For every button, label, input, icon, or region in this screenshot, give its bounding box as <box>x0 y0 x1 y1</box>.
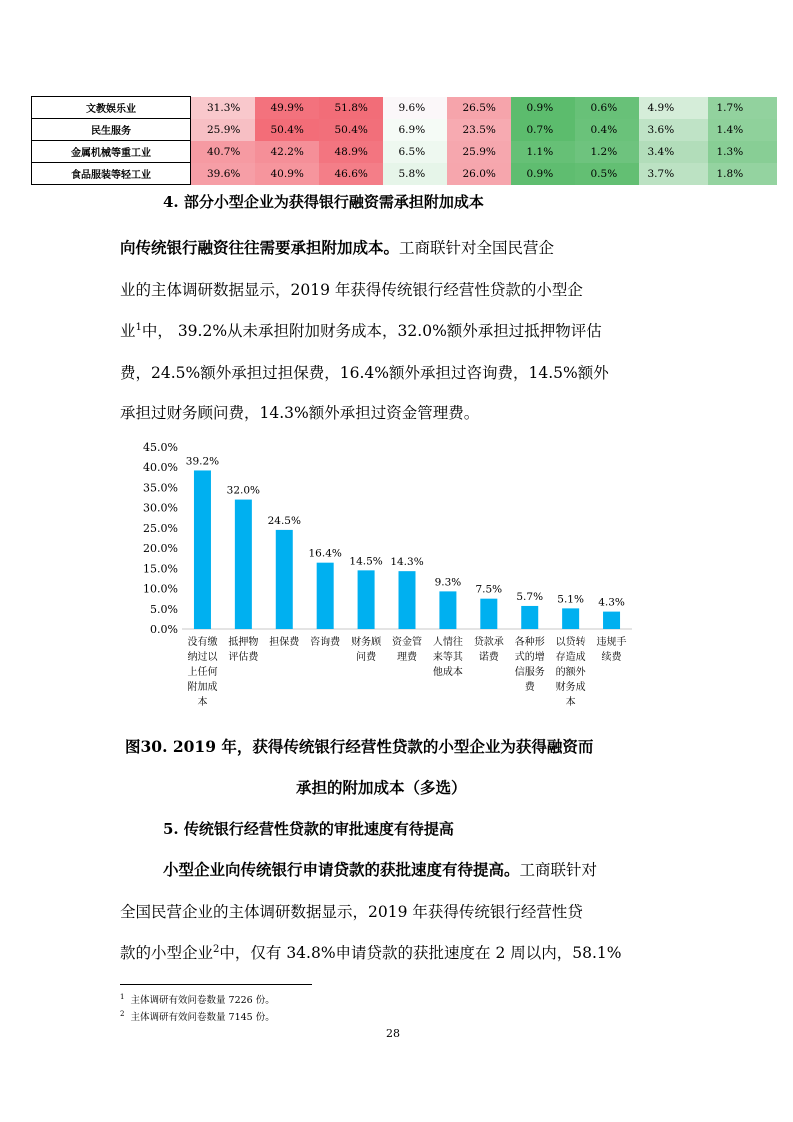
x-tick-label: 存造成 <box>555 652 586 663</box>
table-cell: 46.6% <box>319 163 383 185</box>
footnote-ref: 2 <box>213 943 220 955</box>
data-label: 14.3% <box>390 556 424 569</box>
x-tick-label: 的额外 <box>555 667 586 678</box>
bar <box>521 606 538 629</box>
x-tick-label: 来等其 <box>432 652 463 663</box>
paragraph-line <box>120 236 554 258</box>
footnote <box>120 992 275 1006</box>
bar <box>562 608 579 629</box>
bar <box>317 563 334 629</box>
section-4-heading: 4. 部分小型企业为获得银行融资需承担附加成本 <box>163 193 484 211</box>
figure-caption-line2: 承担的附加成本（多选） <box>296 778 467 797</box>
table-cell: 3.6% <box>639 119 708 141</box>
x-tick-label: 抵押物 <box>228 637 259 648</box>
table-cell: 6.9% <box>383 119 447 141</box>
footnote-ref: 1 <box>135 321 142 333</box>
table-cell: 0.6% <box>575 97 639 119</box>
x-tick-label: 信服务 <box>514 667 545 678</box>
x-tick-label: 以贷转 <box>555 637 586 648</box>
row-label: 食品服装等轻工业 <box>32 163 191 185</box>
y-tick-label: 30.0% <box>143 501 178 515</box>
y-tick-label: 45.0% <box>143 441 178 454</box>
x-tick-label: 咨询费 <box>310 637 341 648</box>
table-cell: 1.7% <box>708 97 777 119</box>
x-tick-label: 他成本 <box>432 667 463 678</box>
data-label: 4.3% <box>598 596 625 609</box>
data-label: 32.0% <box>226 484 261 497</box>
x-tick-label: 财务成 <box>555 682 586 693</box>
x-tick-label: 没有缴 <box>187 637 218 648</box>
table-cell: 0.9% <box>511 163 575 185</box>
text-run: 工商联针对全国民营企 <box>399 239 555 257</box>
heat-table <box>31 96 777 185</box>
bar <box>399 571 416 629</box>
table-cell: 25.9% <box>191 119 255 141</box>
bar <box>194 470 211 629</box>
y-tick-label: 5.0% <box>150 602 178 616</box>
paragraph-line: 费，24.5%额外承担过担保费，16.4%额外承担过咨询费，14.5%额外 <box>120 364 609 382</box>
table-cell: 51.8% <box>319 97 383 119</box>
x-tick-label: 式的增 <box>514 652 545 663</box>
table-cell: 42.2% <box>255 141 319 163</box>
table-cell: 50.4% <box>319 119 383 141</box>
data-label: 9.3% <box>434 576 462 589</box>
x-tick-label: 附加成 <box>187 682 218 693</box>
table-cell: 0.4% <box>575 119 639 141</box>
x-tick-label: 担保费 <box>269 637 300 648</box>
table-cell: 0.5% <box>575 163 639 185</box>
data-label: 14.5% <box>349 555 383 568</box>
data-label: 16.4% <box>308 547 342 560</box>
table-cell: 50.4% <box>255 119 319 141</box>
footnote-mark: 1 <box>120 992 125 1001</box>
table-cell: 1.4% <box>708 119 777 141</box>
y-tick-label: 25.0% <box>143 521 178 535</box>
x-tick-label: 问费 <box>356 652 377 663</box>
table-cell: 0.9% <box>511 97 575 119</box>
x-tick-label: 本 <box>197 697 208 708</box>
x-tick-label: 财务顾 <box>351 637 382 648</box>
y-tick-label: 20.0% <box>143 542 178 556</box>
x-tick-label: 续费 <box>601 652 622 663</box>
y-tick-label: 40.0% <box>143 461 178 475</box>
bar <box>358 570 375 629</box>
paragraph-line: 全国民营企业的主体调研数据显示，2019 年获得传统银行经营性贷 <box>120 903 583 921</box>
text-run: 工商联针对 <box>519 861 598 879</box>
table-cell: 39.6% <box>191 163 255 185</box>
x-tick-label: 人情往 <box>432 637 463 648</box>
x-tick-label: 违规手 <box>596 637 627 648</box>
table-cell: 26.5% <box>447 97 511 119</box>
x-tick-label: 各种形 <box>514 637 545 648</box>
x-tick-label: 费 <box>524 682 535 693</box>
x-tick-label: 本 <box>565 697 576 708</box>
footnote-mark: 2 <box>120 1009 125 1018</box>
y-tick-label: 0.0% <box>150 623 178 636</box>
section-5-heading: 5. 传统银行经营性贷款的审批速度有待提高 <box>163 820 454 838</box>
footnote-text: 主体调研有效问卷数量 7226 份。 <box>130 995 275 1006</box>
table-cell: 1.2% <box>575 141 639 163</box>
bar <box>480 599 497 629</box>
footnote <box>120 1009 275 1023</box>
lead-sentence: 向传统银行融资往往需要承担附加成本。 <box>120 238 400 257</box>
table-cell: 5.8% <box>383 163 447 185</box>
row-label: 民生服务 <box>32 119 191 141</box>
table-cell: 6.5% <box>383 141 447 163</box>
row-label: 金属机械等重工业 <box>32 141 191 163</box>
table-cell: 3.4% <box>639 141 708 163</box>
table-cell: 3.7% <box>639 163 708 185</box>
table-cell: 9.6% <box>383 97 447 119</box>
footnote-separator <box>120 984 312 985</box>
data-label: 39.2% <box>185 455 220 468</box>
table-cell: 1.3% <box>708 141 777 163</box>
x-tick-label: 评估费 <box>228 652 259 663</box>
text-run: 中， 39.2%从未承担附加财务成本，32.0%额外承担过抵押物评估 <box>141 322 602 340</box>
paragraph-line <box>120 941 622 963</box>
table-cell: 31.3% <box>191 97 255 119</box>
paragraph-line <box>163 858 597 880</box>
data-label: 5.7% <box>516 590 544 603</box>
table-row <box>32 97 777 119</box>
table-cell: 1.1% <box>511 141 575 163</box>
data-label: 7.5% <box>475 583 503 596</box>
y-tick-label: 15.0% <box>143 562 178 576</box>
text-run: 中，仅有 34.8%申请贷款的获批速度在 2 周以内，58.1% <box>219 944 622 962</box>
x-tick-label: 理费 <box>397 652 417 663</box>
figure-caption-line1: 图30. 2019 年，获得传统银行经营性贷款的小型企业为获得融资而 <box>125 737 594 756</box>
table-row <box>32 141 777 163</box>
page-number: 28 <box>386 1027 400 1040</box>
y-tick-label: 10.0% <box>143 582 178 596</box>
x-tick-label: 诺费 <box>478 652 499 663</box>
table-cell: 40.9% <box>255 163 319 185</box>
bar <box>439 591 456 629</box>
table-cell: 1.8% <box>708 163 777 185</box>
paragraph-line: 承担过财务顾问费，14.3%额外承担过资金管理费。 <box>120 404 480 422</box>
table-cell: 40.7% <box>191 141 255 163</box>
paragraph-line <box>120 319 602 341</box>
data-label: 24.5% <box>267 514 301 527</box>
table-cell: 4.9% <box>639 97 708 119</box>
text-run: 业 <box>120 322 136 340</box>
y-tick-label: 35.0% <box>143 481 178 495</box>
table-cell: 48.9% <box>319 141 383 163</box>
text-run: 款的小型企业 <box>120 944 214 962</box>
x-tick-label: 贷款承 <box>473 637 504 648</box>
table-cell: 25.9% <box>447 141 511 163</box>
table-cell: 49.9% <box>255 97 319 119</box>
table-cell: 23.5% <box>447 119 511 141</box>
table-row <box>32 119 777 141</box>
x-tick-label: 上任何 <box>187 667 218 678</box>
paragraph-line: 业的主体调研数据显示，2019 年获得传统银行经营性贷款的小型企 <box>120 281 583 299</box>
table-cell: 0.7% <box>511 119 575 141</box>
bar <box>235 500 252 629</box>
bar <box>603 612 620 629</box>
bar <box>276 530 293 629</box>
bar-chart <box>120 438 680 718</box>
x-tick-label: 资金管 <box>392 637 422 648</box>
footnote-text: 主体调研有效问卷数量 7145 份。 <box>130 1012 275 1023</box>
row-label: 文教娱乐业 <box>32 97 191 119</box>
table-row <box>32 163 777 185</box>
lead-sentence: 小型企业向传统银行申请贷款的获批速度有待提高。 <box>163 860 520 879</box>
table-cell: 26.0% <box>447 163 511 185</box>
x-tick-label: 纳过以 <box>187 652 218 663</box>
data-label: 5.1% <box>557 593 584 606</box>
